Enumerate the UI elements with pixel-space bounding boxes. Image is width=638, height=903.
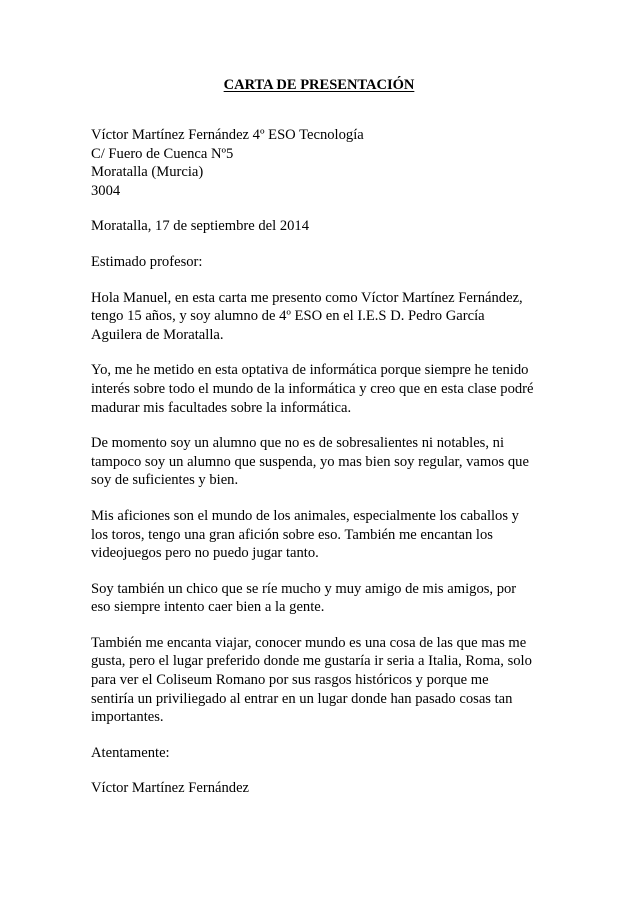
date-text: Moratalla, 17 de septiembre del 2014 xyxy=(91,218,310,235)
paragraph-grades xyxy=(91,434,561,490)
signature-name: Víctor Martínez Fernández xyxy=(91,780,250,797)
paragraph-line: También me encanta viajar, conocer mundo es una cosa de las que mas me xyxy=(91,634,527,651)
closing-text: Atentamente: xyxy=(91,744,170,761)
paragraph-line: tengo 15 años, y soy alumno de 4º ESO en el I.E.S D. Pedro García xyxy=(91,308,485,325)
sender-street-line: C/ Fuero de Cuenca Nº5 xyxy=(91,145,234,162)
paragraph-line: Mis aficiones son el mundo de los animales, especialmente los caballos y xyxy=(91,507,519,524)
greeting-text: Estimado profesor: xyxy=(91,253,203,270)
paragraph-line: sentiría un priviliegado al entrar en un lugar donde han pasado cosas tan xyxy=(91,690,513,707)
paragraph-intro xyxy=(91,289,561,345)
sender-name-line: Víctor Martínez Fernández 4º ESO Tecnología xyxy=(91,127,364,143)
paragraph-line: Hola Manuel, en esta carta me presento como Víctor Martínez Fernández, xyxy=(91,289,523,306)
paragraph-line: importantes. xyxy=(91,709,164,726)
signature xyxy=(91,779,561,798)
paragraph-personality xyxy=(91,580,561,617)
sender-postal-line: 3004 xyxy=(91,182,121,199)
date-line xyxy=(91,217,561,236)
greeting xyxy=(91,253,561,272)
letter-body xyxy=(91,126,561,815)
paragraph-motivation xyxy=(91,361,561,417)
paragraph-line: eso siempre intento caer bien a la gente. xyxy=(91,599,325,616)
paragraph-line: los toros, tengo una gran afición sobre eso. También me encantan los xyxy=(91,526,493,543)
sender-city-line: Moratalla (Murcia) xyxy=(91,164,204,181)
paragraph-line: Aguilera de Moratalla. xyxy=(91,326,224,343)
document-title: CARTA DE PRESENTACIÓN xyxy=(223,77,415,93)
paragraph-line: soy de suficientes y bien. xyxy=(91,472,239,489)
paragraph-travel xyxy=(91,634,561,727)
paragraph-line: interés sobre todo el mundo de la informática y creo que en esta clase podré xyxy=(91,380,534,397)
paragraph-hobbies xyxy=(91,507,561,563)
paragraph-line: para ver el Coliseum Romano por sus rasgos históricos y porque me xyxy=(91,672,489,689)
paragraph-line: Yo, me he metido en esta optativa de informática porque siempre he tenido xyxy=(91,362,529,379)
paragraph-line: gusta, pero el lugar preferido donde me gustaría ir seria a Italia, Roma, solo xyxy=(91,653,532,670)
sender-block xyxy=(91,126,561,200)
paragraph-line: tampoco soy un alumno que suspenda, yo mas bien soy regular, vamos que xyxy=(91,453,529,470)
paragraph-line: madurar mis facultades sobre la informática. xyxy=(91,399,352,416)
paragraph-line: Soy también un chico que se ríe mucho y muy amigo de mis amigos, por xyxy=(91,580,517,597)
paragraph-line: De momento soy un alumno que no es de sobresalientes ni notables, ni xyxy=(91,435,505,452)
closing xyxy=(91,744,561,763)
paragraph-line: videojuegos pero no puedo jugar tanto. xyxy=(91,545,319,562)
